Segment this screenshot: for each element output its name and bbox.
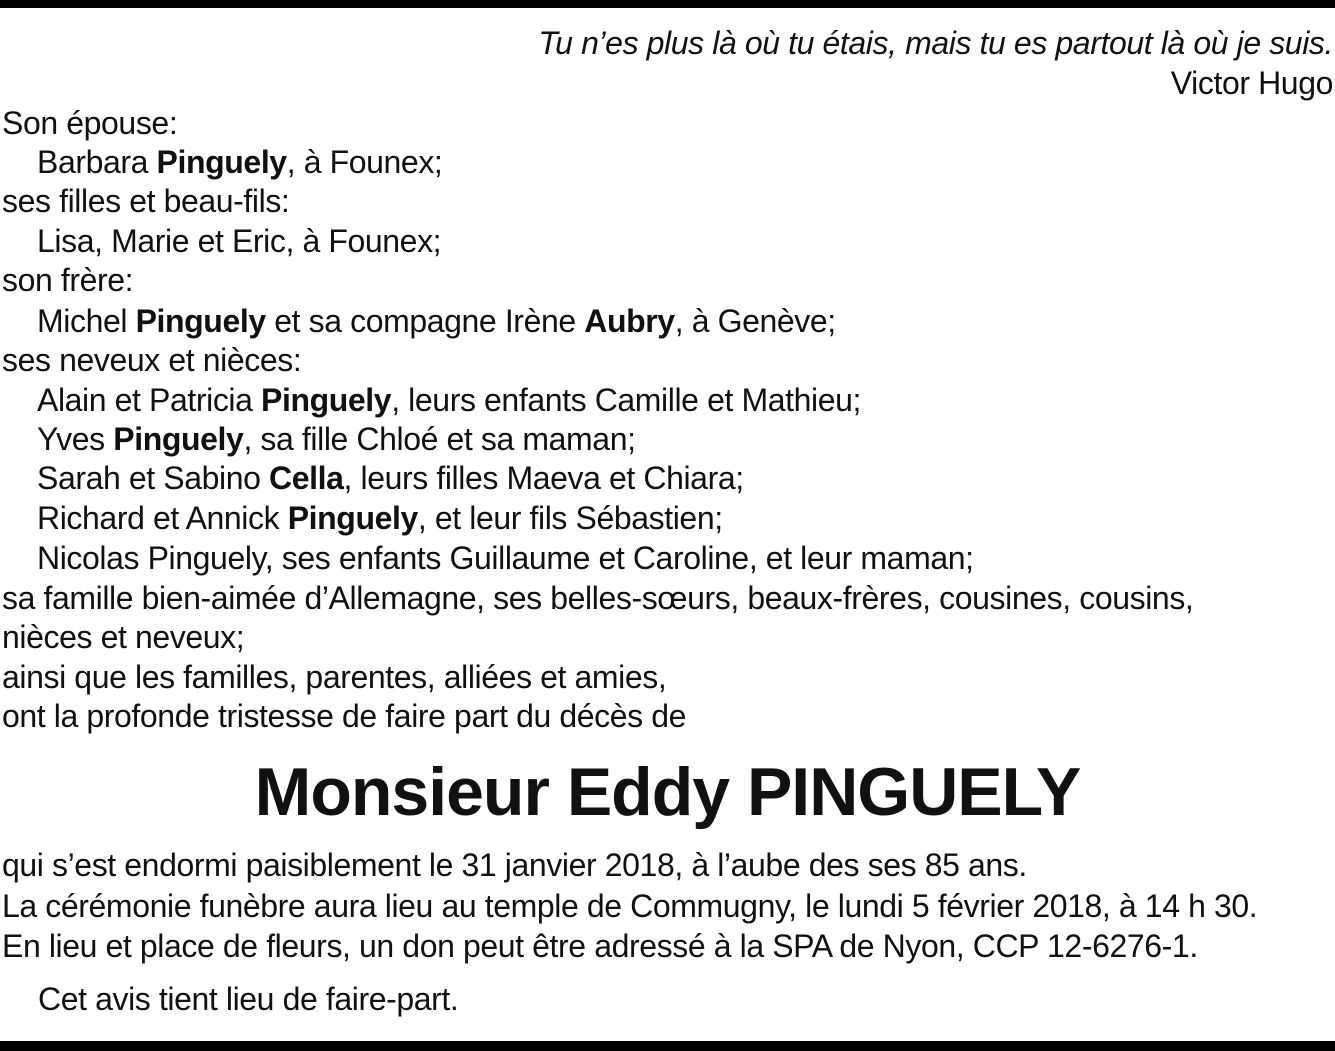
surname: Pinguely (113, 421, 244, 457)
nephew-line: Nicolas Pinguely, ses enfants Guillaume et Caroline, et leur maman; (37, 540, 974, 576)
surname: Cella (269, 460, 344, 496)
extended-family-line: sa famille bien-aimée d’Allemagne, ses belles-sœurs, beaux-frères, cousines, cousins, (2, 580, 1194, 616)
surname: Pinguely (135, 303, 266, 339)
epigraph-quote: Tu n’es plus là où tu étais, mais tu es partout là où je suis. (538, 25, 1333, 61)
deceased-name: Monsieur Eddy PINGUELY (254, 754, 1081, 830)
wife-heading: Son épouse: (2, 105, 178, 141)
brother-heading: son frère: (2, 262, 134, 298)
brother-line: Michel Pinguely et sa compagne Irène Aubry, à Genève; (37, 303, 836, 339)
nephew-line: Sarah et Sabino Cella, leurs filles Maeva et Chiara; (37, 460, 744, 496)
top-border (0, 0, 1335, 8)
surname: Aubry (584, 303, 675, 339)
announcement-line: ont la profonde tristesse de faire part du décès de (2, 698, 687, 734)
surname: Pinguely (156, 144, 287, 180)
surname: Pinguely (287, 500, 418, 536)
daughters-line: Lisa, Marie et Eric, à Founex; (37, 223, 442, 259)
families-line: ainsi que les familles, parentes, alliées et amies, (2, 659, 667, 695)
bottom-border (0, 1041, 1335, 1051)
nephew-line: Yves Pinguely, sa fille Chloé et sa maman; (37, 421, 636, 457)
extended-family-line: nièces et neveux; (2, 619, 245, 655)
death-line: qui s’est endormi paisiblement le 31 janvier 2018, à l’aube des ses 85 ans. (2, 847, 1027, 883)
nephew-line: Alain et Patricia Pinguely, leurs enfants Camille et Mathieu; (37, 382, 861, 418)
nephews-heading: ses neveux et nièces: (2, 342, 302, 378)
surname: Pinguely (261, 382, 392, 418)
daughters-heading: ses filles et beau-fils: (2, 183, 290, 219)
ceremony-line: La cérémonie funèbre aura lieu au temple de Commugny, le lundi 5 février 2018, à 14 h 30. (2, 888, 1258, 924)
epigraph-author: Victor Hugo (1170, 65, 1333, 101)
donation-line: En lieu et place de fleurs, un don peut être adressé à la SPA de Nyon, CCP 12-6276-1. (2, 928, 1198, 964)
wife-line: Barbara Pinguely, à Founex; (37, 144, 443, 180)
nephew-line: Richard et Annick Pinguely, et leur fils Sébastien; (37, 500, 723, 536)
notice-line: Cet avis tient lieu de faire-part. (38, 981, 459, 1017)
